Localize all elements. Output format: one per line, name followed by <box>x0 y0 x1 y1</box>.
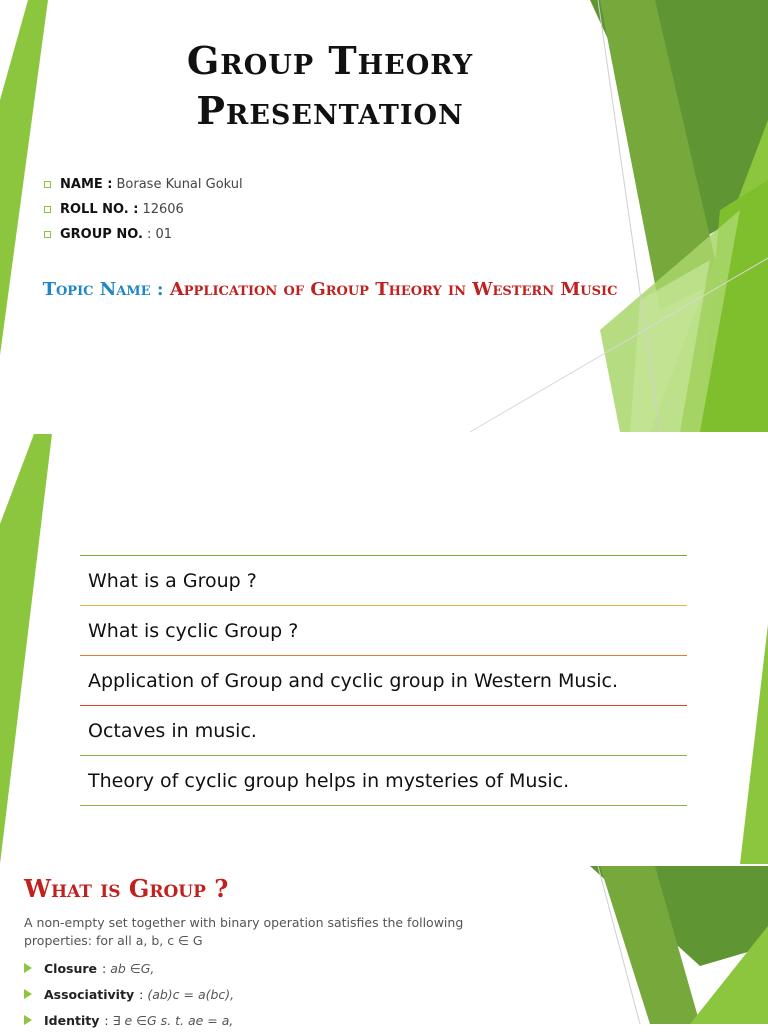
title-line-2: Presentation <box>196 88 464 133</box>
axiom-name: Identity <box>44 1012 100 1028</box>
axiom-expression: (ab)c = a(bc), <box>147 986 235 1002</box>
toc-bottom-rule <box>80 805 687 806</box>
presentation-title <box>0 36 660 136</box>
info-row-roll <box>44 197 243 222</box>
triangle-bullet-icon <box>24 963 32 973</box>
right-green-shard <box>740 624 768 864</box>
info-row-group <box>44 222 243 247</box>
topic-label: Topic Name : <box>42 279 164 300</box>
info-value: Borase Kunal Gokul <box>116 177 243 192</box>
left-green-shard <box>0 434 52 864</box>
square-bullet-icon <box>44 231 51 238</box>
title-slide <box>0 0 768 432</box>
toc-item: Octaves in music. <box>80 705 687 755</box>
axiom-expression: ab ∈G, <box>110 960 155 976</box>
axiom-expression: ∃ e ∈G s. t. ae = a, <box>112 1012 234 1028</box>
topic-name <box>40 276 620 303</box>
axiom-name: Associativity <box>44 986 135 1002</box>
toc-item: Application of Group and cyclic group in Western Music. <box>80 655 687 705</box>
axiom-separator: : <box>104 1012 109 1028</box>
axiom-name: Closure <box>44 960 98 976</box>
axiom-associativity <box>24 981 234 1007</box>
topic-value: Application of Group Theory in Western Music <box>169 279 618 300</box>
info-label: ROLL NO. : <box>60 202 139 217</box>
triangle-bullet-icon <box>24 989 32 999</box>
student-info-list <box>44 172 243 247</box>
group-heading: What is Group ? <box>24 874 229 903</box>
info-value: : 01 <box>146 227 172 242</box>
contents-table <box>80 555 687 806</box>
toc-item: What is cyclic Group ? <box>80 605 687 655</box>
axiom-identity <box>24 1007 234 1033</box>
info-label: NAME : <box>60 177 113 192</box>
group-axioms-list <box>24 955 234 1033</box>
group-intro: A non-empty set together with binary operation satisfies the following properties: for all a, b, c ∈ G <box>24 915 464 948</box>
toc-item: Theory of cyclic group helps in mysteries of Music. <box>80 755 687 805</box>
toc-item: What is a Group ? <box>80 555 687 605</box>
square-bullet-icon <box>44 181 51 188</box>
info-value: 12606 <box>142 202 184 217</box>
axiom-separator: : <box>139 986 144 1002</box>
square-bullet-icon <box>44 206 51 213</box>
info-row-name <box>44 172 243 197</box>
title-line-1: Group Theory <box>186 38 474 83</box>
info-label: GROUP NO. <box>60 227 143 242</box>
axiom-closure <box>24 955 234 981</box>
axiom-separator: : <box>102 960 107 976</box>
